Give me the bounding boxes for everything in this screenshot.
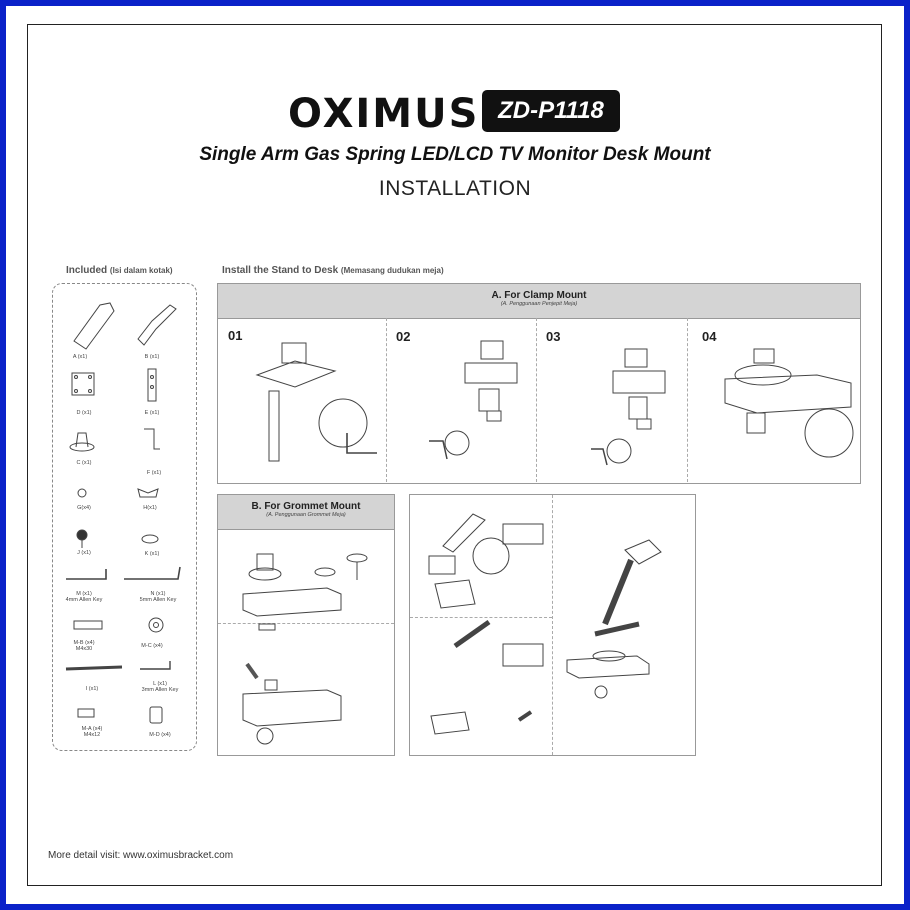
model-badge: ZD-P1118: [482, 90, 620, 132]
part-a-icon: [74, 303, 114, 349]
included-heading-text: Included: [66, 265, 108, 276]
footer-link[interactable]: More detail visit: www.oximusbracket.com: [48, 850, 234, 861]
part-caption: B (x1): [144, 354, 160, 360]
part-i-icon: [66, 667, 122, 669]
part-caption: M-C (x4): [141, 643, 163, 649]
part-caption: E (x1): [144, 410, 160, 416]
part-d-icon: [72, 373, 94, 395]
part-caption: J (x1): [77, 550, 91, 556]
parts-illustrations: [52, 283, 195, 749]
part-caption: K (x1): [144, 551, 160, 557]
install-heading: [222, 265, 444, 276]
part-m-icon: [66, 569, 106, 579]
step-number: 02: [396, 329, 411, 344]
pole-icon: [282, 343, 306, 363]
clamp-step-illustrations: [217, 283, 859, 482]
part-f-icon: [144, 429, 160, 449]
clamp-mount-title: A. For Clamp Mount: [491, 290, 587, 301]
part-n-icon: [124, 567, 180, 579]
part-j-icon: [77, 530, 87, 540]
step-number: 01: [228, 328, 243, 343]
part-ma-icon: [78, 709, 94, 717]
part-caption: N (x1) 5mm Allen Key: [139, 591, 177, 603]
product-title: Single Arm Gas Spring LED/LCD TV Monitor Desk Mount: [199, 144, 711, 165]
part-l-icon: [140, 661, 170, 669]
part-caption: D (x1): [76, 410, 92, 416]
brand-logo: OXIMUS: [288, 91, 480, 137]
arm-assembly-illustrations: [409, 494, 694, 754]
part-g-icon: [78, 489, 86, 497]
part-b-icon: [138, 305, 176, 345]
grommet-mount-title: B. For Grommet Mount: [251, 501, 361, 512]
part-caption: C (x1): [76, 460, 92, 466]
clamp-mount-subtitle: (A. Penggunaan Penjepit Meja): [500, 301, 578, 307]
included-heading-sub: (Isi dalam kotak): [109, 266, 173, 275]
part-caption: M-D (x4): [149, 732, 171, 738]
step-number: 04: [702, 329, 717, 344]
part-caption: M (x1) 4mm Allen Key: [65, 591, 103, 603]
part-caption: L (x1) 3mm Allen Key: [141, 681, 179, 693]
install-heading-text: Install the Stand to Desk: [222, 265, 339, 276]
step-number: 03: [546, 329, 561, 344]
part-caption: M-B (x4) M4x30: [73, 640, 95, 652]
part-caption: F (x1): [146, 470, 162, 476]
included-heading: [66, 265, 173, 276]
part-mb-icon: [74, 621, 102, 629]
installation-heading: INSTALLATION: [378, 177, 532, 200]
part-k-icon: [142, 535, 158, 543]
part-caption: A (x1): [72, 354, 88, 360]
part-caption: G(x4): [77, 505, 91, 511]
part-mc-icon: [149, 618, 163, 632]
install-heading-sub: (Memasang dudukan meja): [340, 266, 444, 275]
part-caption: I (x1): [85, 686, 99, 692]
part-h-icon: [138, 489, 158, 497]
grommet-mount-subtitle: (A. Penggunaan Grommet Meja): [266, 512, 346, 518]
part-caption: H(x1): [143, 505, 157, 511]
part-caption: M-A (x4) M4x12: [81, 726, 103, 738]
part-md-icon: [150, 707, 162, 723]
part-c-icon: [70, 443, 94, 451]
grommet-illustrations: [217, 494, 393, 754]
